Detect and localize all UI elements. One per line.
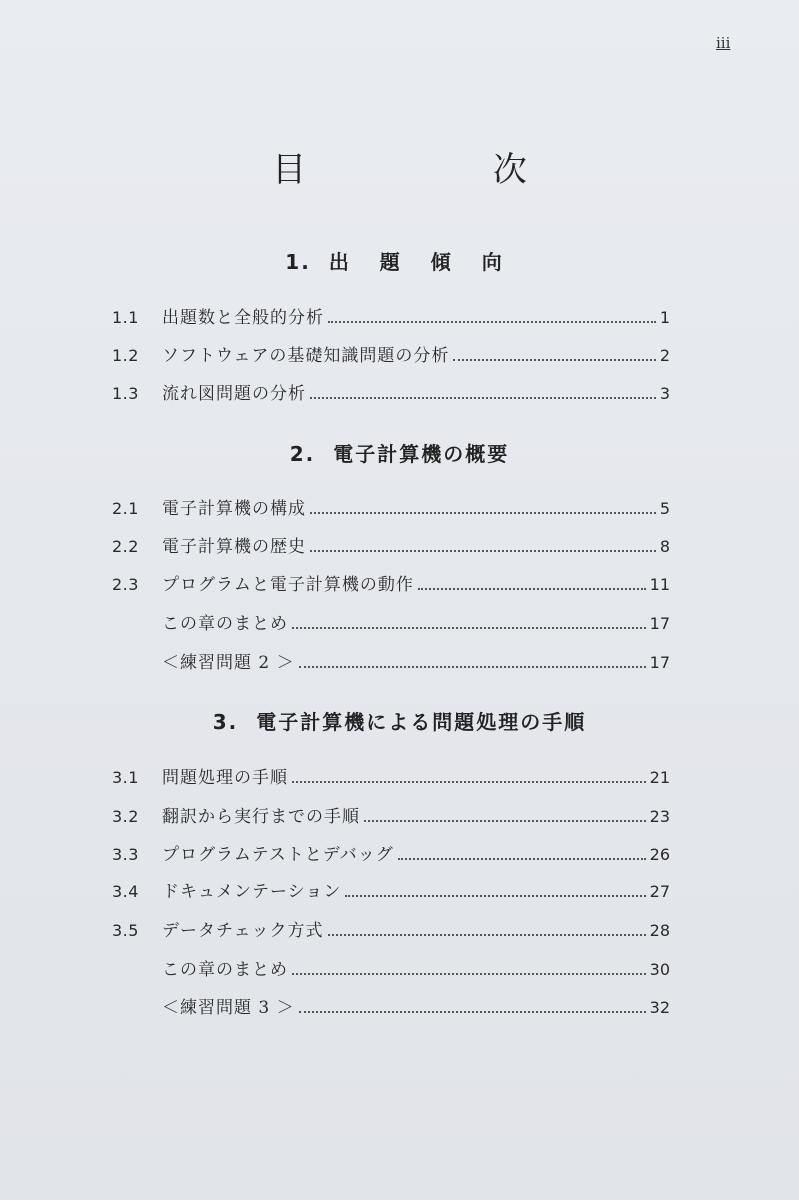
chapter-1-heading: [0, 246, 799, 275]
dot-leader: [310, 550, 656, 552]
section-number: 2.1: [112, 499, 139, 518]
section-title: この章のまとめ: [162, 614, 288, 634]
page-ref: 26: [649, 845, 670, 864]
section-title: データチェック方式: [162, 921, 324, 941]
dot-leader: [299, 1011, 646, 1013]
chapter-number: 1.: [285, 250, 311, 274]
page-ref: 30: [649, 960, 670, 979]
toc-entry: [112, 840, 670, 870]
dot-leader: [453, 359, 655, 361]
page-ref: 2: [659, 346, 670, 365]
dot-leader: [292, 973, 646, 975]
toc-entry: [112, 802, 670, 832]
page-ref: 32: [649, 998, 670, 1017]
dot-leader: [310, 512, 656, 514]
dot-leader: [364, 820, 646, 822]
toc-entry: [112, 570, 670, 600]
dot-leader: [328, 934, 646, 936]
chapter-number: 3.: [212, 710, 239, 734]
section-number: 1.1: [112, 308, 139, 327]
section-number: 3.1: [112, 768, 139, 787]
page-ref: 21: [649, 768, 670, 787]
page-ref: 11: [649, 575, 670, 594]
section-title: ドキュメンテーション: [162, 882, 342, 902]
section-title: ソフトウェアの基礎知識問題の分析: [162, 346, 450, 366]
section-title: 流れ図問題の分析: [162, 384, 306, 404]
page-title: 目 次: [272, 150, 615, 190]
toc-entry: [112, 993, 670, 1023]
page-ref: 27: [649, 882, 670, 901]
section-title: プログラムテストとデバッグ: [162, 845, 394, 865]
page-ref: 1: [659, 308, 670, 327]
chapter-3-heading: [0, 706, 799, 735]
page-ref: 28: [649, 921, 670, 940]
chapter-number: 2.: [289, 442, 316, 466]
section-number: 3.5: [112, 921, 139, 940]
section-number: 3.3: [112, 845, 139, 864]
toc-entry: [112, 763, 670, 793]
toc-entry: [112, 341, 670, 371]
section-number: 2.2: [112, 537, 139, 556]
dot-leader: [328, 321, 656, 323]
toc-entry: [112, 877, 670, 907]
chapter-title: 出 題 傾 向: [328, 250, 514, 274]
section-title: この章のまとめ: [162, 960, 288, 980]
dot-leader: [418, 588, 646, 590]
section-number: 2.3: [112, 575, 139, 594]
section-title: 問題処理の手順: [162, 768, 288, 788]
chapter-2-heading: [0, 438, 799, 467]
page-number: iii: [716, 34, 731, 52]
section-title: 翻訳から実行までの手順: [162, 807, 360, 827]
dot-leader: [310, 397, 656, 399]
page-ref: 3: [659, 384, 670, 403]
toc-entry: [112, 916, 670, 946]
dot-leader: [299, 666, 646, 668]
section-number: 1.3: [112, 384, 139, 403]
section-number: 3.4: [112, 882, 139, 901]
toc-entry: [112, 609, 670, 639]
page-ref: 17: [649, 614, 670, 633]
section-title: ＜練習問題 3 ＞: [162, 998, 295, 1018]
toc-entry: [112, 955, 670, 985]
page-ref: 5: [659, 499, 670, 518]
section-number: 1.2: [112, 346, 139, 365]
section-title: 出題数と全般的分析: [162, 308, 324, 328]
dot-leader: [345, 895, 645, 897]
dot-leader: [398, 858, 646, 860]
section-number: 3.2: [112, 807, 139, 826]
chapter-title: 電子計算機の概要: [333, 442, 510, 466]
toc-entry: [112, 532, 670, 562]
section-title: 電子計算機の構成: [162, 499, 306, 519]
section-title: ＜練習問題 2 ＞: [162, 653, 295, 673]
dot-leader: [292, 627, 646, 629]
toc-entry: [112, 648, 670, 678]
page-ref: 8: [659, 537, 670, 556]
page-ref: 23: [649, 807, 670, 826]
dot-leader: [292, 781, 646, 783]
chapter-title: 電子計算機による問題処理の手順: [256, 710, 587, 734]
section-title: 電子計算機の歴史: [162, 537, 306, 557]
toc-entry: [112, 303, 670, 333]
page-ref: 17: [649, 653, 670, 672]
section-title: プログラムと電子計算機の動作: [162, 575, 414, 595]
toc-entry: [112, 379, 670, 409]
toc-entry: [112, 494, 670, 524]
